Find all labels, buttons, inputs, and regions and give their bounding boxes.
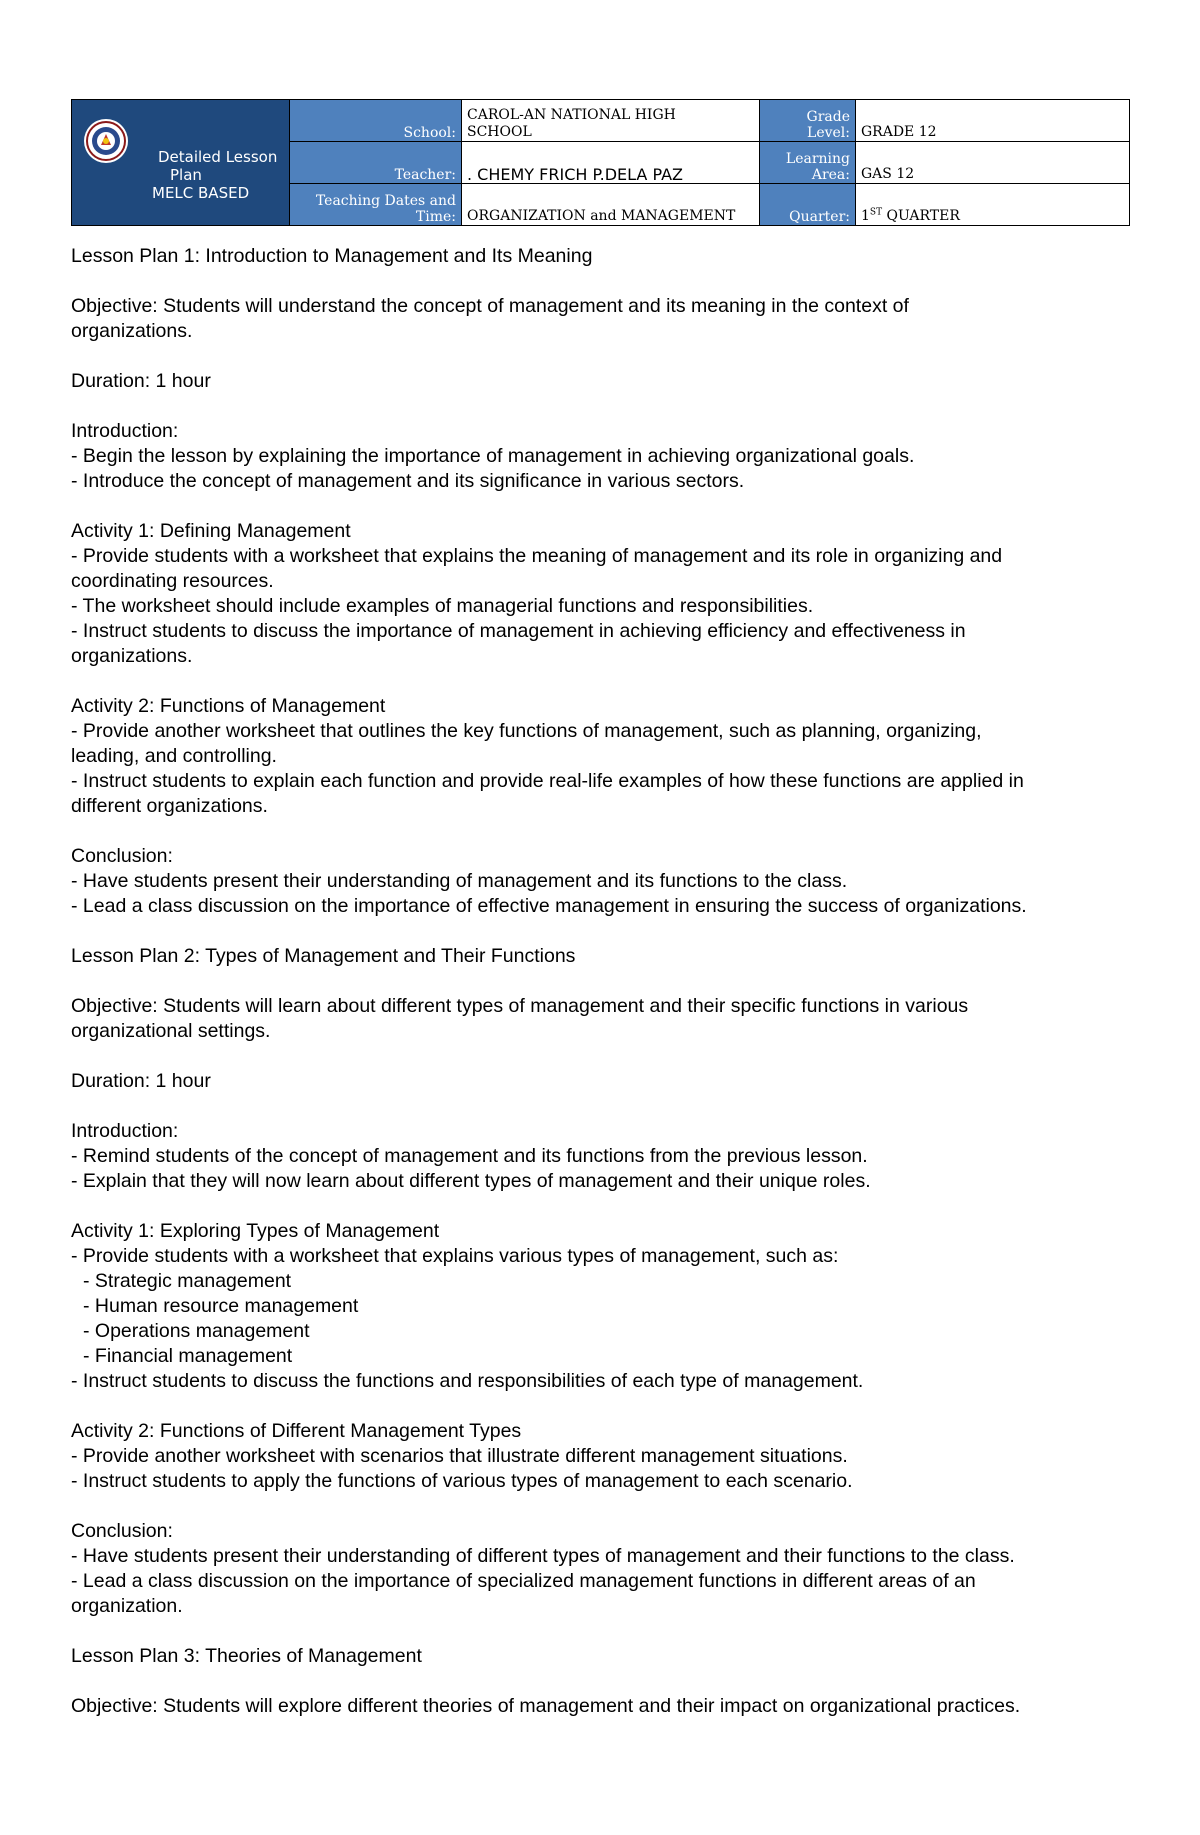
dates-label: Teaching Dates and Time: [290, 184, 462, 226]
header-table [71, 99, 1130, 226]
lesson1-activity1-item-cont: organizations. [71, 645, 193, 667]
brand-melc: MELC BASED [152, 184, 250, 202]
learning-area-value: GAS 12 [856, 142, 1130, 184]
lesson1-conclusion-item: - Have students present their understanding of management and its functions to the class. [71, 870, 848, 892]
lesson2-conclusion-heading: Conclusion: [71, 1520, 173, 1542]
lesson2-title: Lesson Plan 2: Types of Management and Their Functions [71, 945, 576, 967]
quarter-value: 1ST QUARTER [856, 184, 1130, 226]
school-value: CAROL-AN NATIONAL HIGH SCHOOL [462, 100, 760, 142]
brand-cell [72, 100, 290, 226]
brand-title: Detailed Lesson [158, 148, 278, 166]
lesson1-title: Lesson Plan 1: Introduction to Management and Its Meaning [71, 245, 593, 267]
lesson2-intro-heading: Introduction: [71, 1120, 179, 1142]
grade-label: Grade Level: [760, 100, 856, 142]
brand-subtitle: Plan [170, 166, 202, 184]
grade-value: GRADE 12 [856, 100, 1130, 142]
lesson1-activity2-heading: Activity 2: Functions of Management [71, 695, 386, 717]
lesson1-activity2-item: - Provide another worksheet that outlines the key functions of management, such as planning, organizing, [71, 720, 982, 742]
lesson1-conclusion-item: - Lead a class discussion on the importance of effective management in ensuring the success of organizations. [71, 895, 1027, 917]
lesson1-intro-item: - Begin the lesson by explaining the importance of management in achieving organizational goals. [71, 445, 915, 467]
lesson2-activity2-item: - Instruct students to apply the functions of various types of management to each scenario. [71, 1470, 853, 1492]
lesson1-activity1-heading: Activity 1: Defining Management [71, 520, 351, 542]
lesson-plan-page [71, 99, 1129, 1719]
management-type-item: - Financial management [83, 1345, 293, 1367]
learning-area-label: Learning Area: [760, 142, 856, 184]
lesson2-activity1-heading: Activity 1: Exploring Types of Management [71, 1220, 440, 1242]
lesson1-activity1-item: - Provide students with a worksheet that explains the meaning of management and its role in organizing and [71, 545, 1003, 567]
lesson2-activity1-item: - Instruct students to discuss the functions and responsibilities of each type of management. [71, 1370, 864, 1392]
lesson2-duration: Duration: 1 hour [71, 1070, 211, 1092]
lesson1-intro-heading: Introduction: [71, 420, 179, 442]
lesson1-activity1-item: - Instruct students to discuss the importance of management in achieving efficiency and effectiveness in [71, 620, 966, 642]
lesson1-objective-cont: organizations. [71, 320, 193, 342]
lesson1-intro-item: - Introduce the concept of management and its significance in various sectors. [71, 470, 745, 492]
school-label: School: [290, 100, 462, 142]
management-type-item: - Human resource management [83, 1295, 359, 1317]
lesson2-intro-item: - Explain that they will now learn about different types of management and their unique roles. [71, 1170, 871, 1192]
lesson2-conclusion-item: - Have students present their understanding of different types of management and their functions to the class. [71, 1545, 1015, 1567]
lesson1-activity2-item-cont: different organizations. [71, 795, 268, 817]
lesson2-activity2-heading: Activity 2: Functions of Different Management Types [71, 1420, 522, 1442]
lesson-body [71, 244, 1129, 1719]
lesson3-objective: Objective: Students will explore different theories of management and their impact on organizational practices. [71, 1695, 1021, 1717]
lesson1-conclusion-heading: Conclusion: [71, 845, 173, 867]
management-type-item: - Strategic management [83, 1270, 292, 1292]
lesson1-activity1-item-cont: coordinating resources. [71, 570, 274, 592]
management-type-item: - Operations management [83, 1320, 310, 1342]
lesson2-activity1-item: - Provide students with a worksheet that explains various types of management, such as: [71, 1245, 839, 1267]
lesson1-duration: Duration: 1 hour [71, 370, 211, 392]
lesson2-objective: Objective: Students will learn about different types of management and their specific functions in various [71, 995, 969, 1017]
lesson1-activity2-item-cont: leading, and controlling. [71, 745, 277, 767]
lesson2-conclusion-item-cont: organization. [71, 1595, 183, 1617]
lesson2-activity2-item: - Provide another worksheet with scenarios that illustrate different management situations. [71, 1445, 848, 1467]
deped-seal-icon [83, 118, 129, 164]
teacher-label: Teacher: [290, 142, 462, 184]
teacher-value: . CHEMY FRICH P.DELA PAZ [462, 142, 760, 184]
lesson1-objective: Objective: Students will understand the concept of management and its meaning in the context of [71, 295, 909, 317]
lesson2-intro-item: - Remind students of the concept of management and its functions from the previous lesson. [71, 1145, 868, 1167]
lesson2-objective-cont: organizational settings. [71, 1020, 271, 1042]
lesson1-activity1-item: - The worksheet should include examples of managerial functions and responsibilities. [71, 595, 814, 617]
lesson2-conclusion-item: - Lead a class discussion on the importance of specialized management functions in different areas of an [71, 1570, 976, 1592]
lesson3-title: Lesson Plan 3: Theories of Management [71, 1645, 422, 1667]
dates-value: ORGANIZATION and MANAGEMENT [462, 184, 760, 226]
quarter-label: Quarter: [760, 184, 856, 226]
lesson1-activity2-item: - Instruct students to explain each function and provide real-life examples of how these functions are applied in [71, 770, 1024, 792]
